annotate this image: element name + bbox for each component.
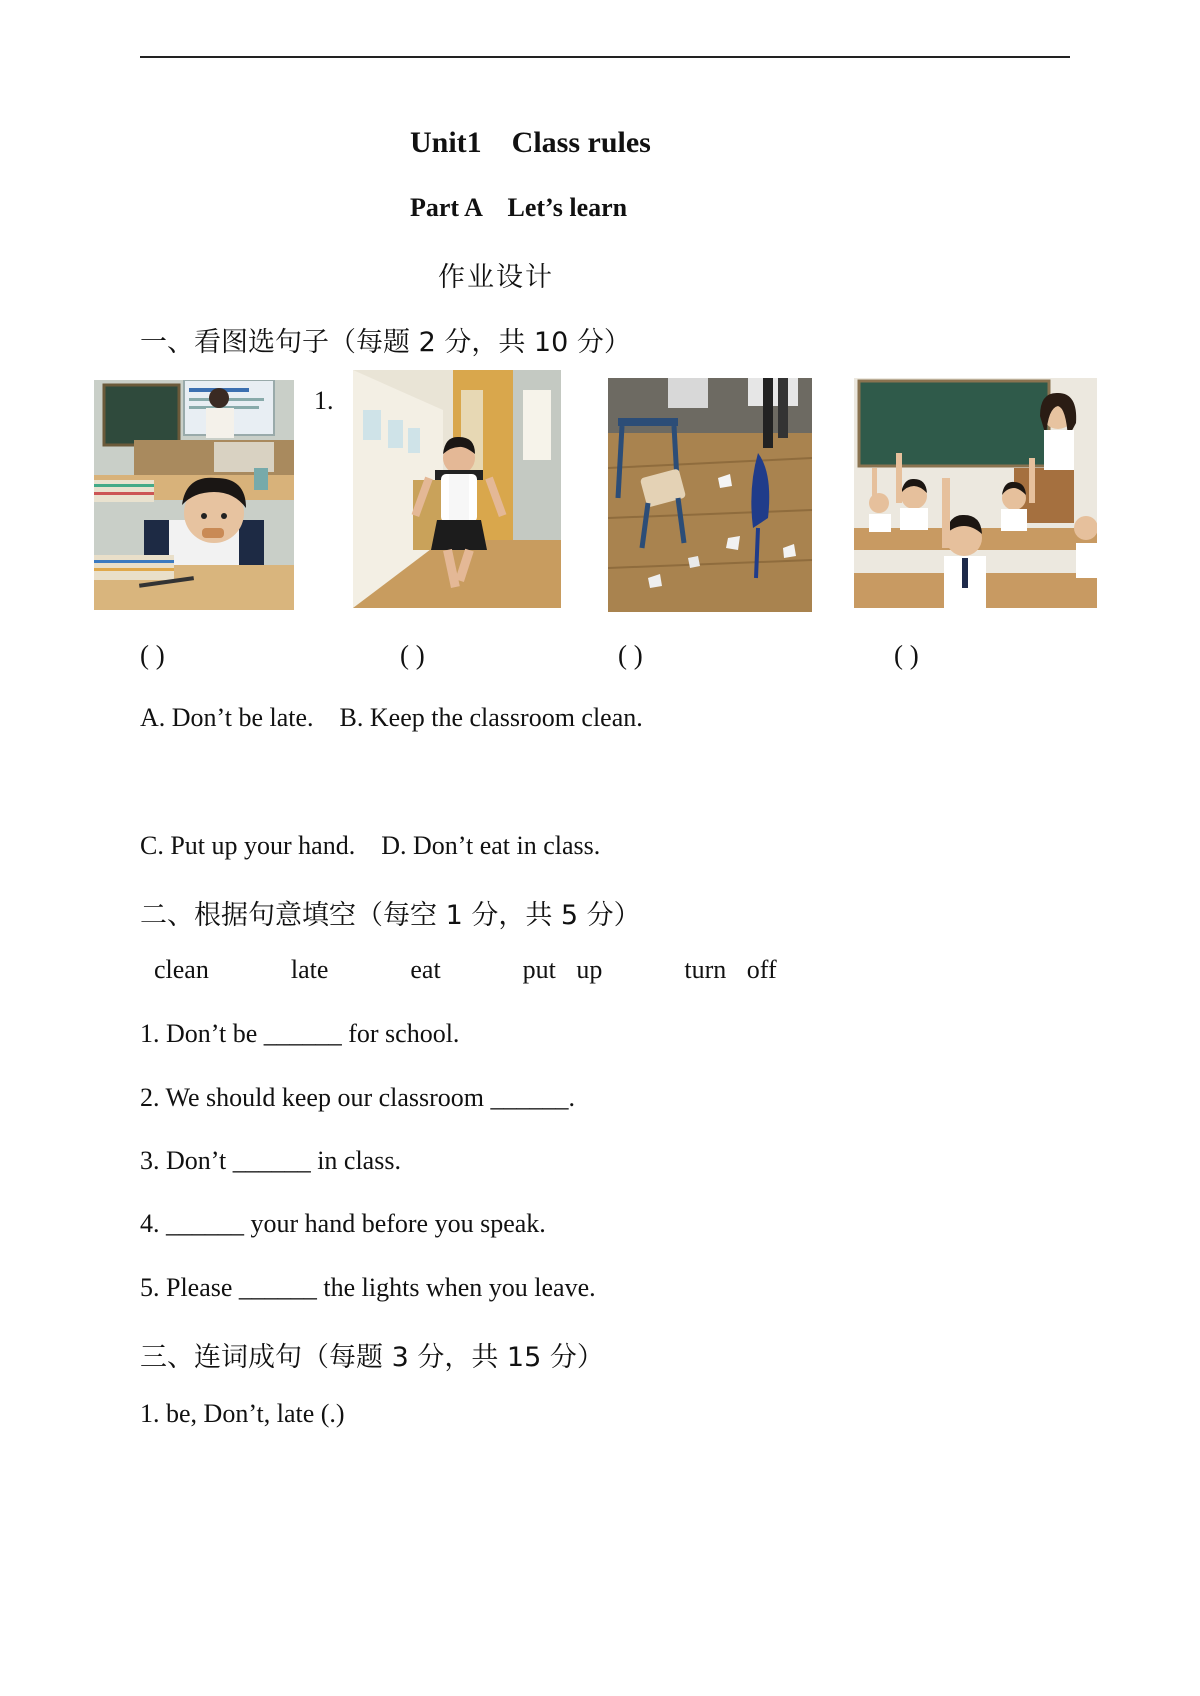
word-bank: clean late eat put up turn off (154, 955, 777, 984)
section1-heading: 一、看图选句子（每题 2 分，共 10 分） (140, 327, 631, 358)
options-line-1: A. Don’t be late. B. Keep the classroom clean. (140, 703, 643, 732)
section3-heading: 三、连词成句（每题 3 分，共 15 分） (140, 1342, 604, 1373)
header-rule (140, 56, 1070, 58)
answer-blank-3[interactable]: ( ) (618, 640, 643, 670)
worksheet-subtitle: Part A Let’s learn (410, 193, 628, 222)
worksheet-title: Unit1 Class rules (410, 126, 651, 159)
reorder-item-1: 1. be, Don’t, late (.) (140, 1399, 345, 1428)
answer-blank-4[interactable]: ( ) (894, 640, 919, 670)
fill-item-5: 5. Please ______ the lights when you leave. (140, 1273, 596, 1302)
photo-boy-running-late (353, 370, 561, 608)
answer-blank-2[interactable]: ( ) (400, 640, 425, 670)
fill-item-2: 2. We should keep our classroom ______. (140, 1083, 576, 1112)
photo-boy-eating (94, 380, 294, 610)
photo-messy-classroom (608, 378, 812, 612)
options-line-2: C. Put up your hand. D. Don’t eat in class. (140, 831, 601, 860)
fill-item-3: 3. Don’t ______ in class. (140, 1146, 401, 1175)
fill-item-1: 1. Don’t be ______ for school. (140, 1019, 460, 1048)
section2-heading: 二、根据句意填空（每空 1 分，共 5 分） (140, 900, 641, 931)
answer-blank-1[interactable]: ( ) (140, 640, 165, 670)
question-number: 1. (314, 386, 334, 415)
homework-design-label: 作业设计 (438, 262, 554, 293)
fill-item-4: 4. ______ your hand before you speak. (140, 1209, 546, 1238)
photo-students-raising-hands (854, 378, 1097, 608)
